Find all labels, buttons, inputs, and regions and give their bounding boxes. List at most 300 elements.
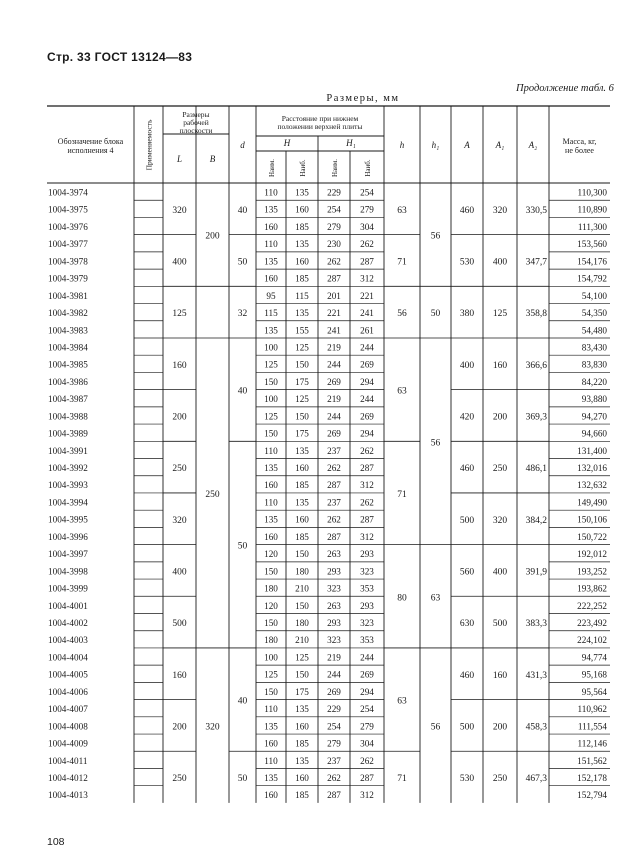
H-max-value: 125	[295, 394, 309, 405]
H1-min-value: 263	[327, 600, 341, 611]
H-max-value: 160	[295, 721, 309, 732]
H1-min-value: 262	[327, 463, 341, 474]
row-designation: 1004-3991	[48, 445, 88, 456]
H-min-value: 135	[264, 721, 278, 732]
h-value: 71	[397, 774, 407, 785]
H1-min-value: 254	[327, 721, 341, 732]
L-value: 400	[172, 567, 187, 578]
H-max-value: 135	[295, 755, 309, 766]
mass-value: 110,300	[577, 187, 607, 198]
row-designation: 1004-3992	[48, 463, 88, 474]
mass-value: 149,490	[577, 497, 607, 508]
H-max-value: 175	[295, 376, 309, 387]
A-value: 460	[459, 205, 475, 216]
d-header: d	[240, 140, 245, 150]
mass-value: 150,106	[577, 514, 607, 525]
H-min-value: 120	[264, 600, 278, 611]
H-max-value: 150	[295, 411, 309, 422]
H-max-value: 185	[295, 273, 309, 284]
table-continuation-note: Продолжение табл. 6	[516, 83, 614, 94]
h-value: 63	[397, 205, 407, 216]
mass-value: 94,660	[581, 428, 607, 439]
mass-header: не более	[565, 146, 594, 155]
row-designation: 1004-3999	[48, 583, 88, 594]
H1-min-value: 269	[327, 686, 341, 697]
mass-value: 111,300	[577, 221, 607, 232]
H-max-value: 210	[295, 583, 309, 594]
A-value: 500	[459, 515, 475, 526]
mass-value: 83,830	[581, 359, 607, 370]
H-max-value: 155	[295, 325, 309, 336]
H-max-value: 125	[295, 652, 309, 663]
H-max-value: 150	[295, 549, 309, 560]
A-value: 460	[459, 670, 475, 681]
mass-value: 95,564	[581, 686, 607, 697]
A-value: 380	[459, 309, 475, 320]
d-value: 40	[237, 696, 248, 707]
mass-value: 192,012	[577, 549, 607, 560]
H-max-value: 160	[295, 514, 309, 525]
d-value: 50	[237, 541, 248, 552]
mass-value: 111,554	[577, 721, 607, 732]
H1-min-value: 293	[327, 618, 341, 628]
H1-max-value: 254	[360, 704, 374, 715]
row-designation: 1004-4005	[48, 669, 88, 680]
H1-max-value: 254	[360, 187, 374, 198]
A-value: 530	[459, 774, 475, 785]
row-designation: 1004-4001	[48, 600, 88, 611]
A1-value: 400	[492, 567, 508, 578]
H1-max-value: 323	[360, 566, 374, 577]
work-surface-header: плоскости	[179, 126, 213, 135]
H-min-value: 160	[264, 738, 278, 749]
H1-min-value: 241	[327, 325, 341, 336]
work-surface-header: Размеры	[182, 110, 210, 119]
H-min-value: 135	[264, 463, 278, 474]
d-value: 40	[237, 205, 248, 216]
applicability-header: Применяемость	[144, 119, 154, 171]
L-value: 400	[172, 257, 187, 268]
A2-value: 384,2	[525, 515, 547, 526]
L-value: 125	[172, 309, 187, 320]
H-max-value: 150	[295, 359, 309, 370]
H-min-value: 110	[264, 187, 278, 198]
H1-max-value: 287	[360, 256, 374, 267]
A1-value: 400	[492, 257, 508, 268]
mass-value: 94,774	[581, 652, 607, 663]
H1-min-value: 221	[327, 308, 341, 319]
H-max-value: 185	[295, 480, 309, 491]
H-min-value: 125	[264, 669, 278, 680]
d-value: 50	[237, 774, 248, 785]
H1-max-value: 244	[360, 342, 374, 353]
H-max-value: 185	[295, 738, 309, 749]
row-designation: 1004-3997	[48, 549, 88, 560]
H-min-value: 160	[264, 221, 278, 232]
H-min-value: 100	[264, 652, 278, 663]
L-value: 320	[172, 515, 187, 526]
H1-min-value: 219	[327, 394, 341, 405]
row-designation: 1004-4003	[48, 635, 88, 646]
A2-header: A₂	[528, 140, 538, 150]
H-min-value: 150	[264, 428, 278, 439]
H-max-value: 135	[295, 497, 309, 508]
H1-max-value: 241	[360, 308, 374, 319]
H-max-value: 175	[295, 686, 309, 697]
H1-min-value: 323	[327, 635, 341, 646]
H1-max-value: 353	[360, 635, 374, 646]
B-header: B	[209, 154, 216, 164]
H1-min-value: 244	[327, 411, 341, 422]
A-value: 560	[459, 567, 475, 578]
H-min-value: 135	[264, 514, 278, 525]
row-designation: 1004-3981	[48, 290, 88, 301]
H1-max-value: 294	[360, 686, 374, 697]
row-designation: 1004-4013	[48, 790, 88, 801]
A-value: 530	[459, 257, 475, 268]
work-surface-header: рабочей	[183, 118, 209, 127]
H1-min-value: 237	[327, 445, 341, 456]
H1-min-value: 263	[327, 549, 341, 560]
mass-value: 223,492	[577, 618, 607, 628]
H-min-value: 180	[264, 583, 278, 594]
A2-value: 366,6	[525, 360, 547, 371]
A-value: 630	[459, 619, 475, 630]
H-min-value: 110	[264, 704, 278, 715]
H1-min-value: 219	[327, 342, 341, 353]
H1-min-value: 219	[327, 652, 341, 663]
H1-min-value: 262	[327, 772, 341, 783]
L-value: 320	[172, 205, 187, 216]
A2-value: 486,1	[525, 464, 547, 475]
H1-max-value: 244	[360, 652, 374, 663]
H1-min-value: 269	[327, 428, 341, 439]
H-max-value: 135	[295, 704, 309, 715]
H-min-value: 160	[264, 480, 278, 491]
mass-value: 83,430	[581, 342, 607, 353]
H1-max-value: 279	[360, 721, 374, 732]
mass-value: 193,252	[577, 566, 607, 577]
H-min-value: 160	[264, 531, 278, 542]
mass-value: 154,176	[577, 256, 607, 267]
min-header: Наим.	[331, 158, 339, 178]
d-value: 32	[237, 309, 248, 320]
row-designation: 1004-3989	[48, 428, 88, 439]
h-value: 71	[397, 257, 407, 268]
H1-min-value: 323	[327, 583, 341, 594]
H-max-value: 135	[295, 308, 309, 319]
mass-value: 110,890	[577, 204, 607, 215]
d-value: 40	[237, 386, 248, 397]
L-value: 250	[172, 774, 187, 785]
H-min-value: 110	[264, 497, 278, 508]
A1-value: 125	[492, 309, 508, 320]
H1-max-value: 269	[360, 359, 374, 370]
max-header: Наиб.	[299, 159, 307, 177]
h1-value: 63	[430, 593, 441, 604]
H1-max-value: 312	[360, 531, 374, 542]
A1-value: 200	[492, 722, 508, 733]
L-value: 500	[172, 619, 187, 630]
H1-max-value: 269	[360, 411, 374, 422]
mass-value: 84,220	[581, 376, 607, 387]
H1-min-value: 254	[327, 204, 341, 215]
h-value: 71	[397, 489, 407, 500]
d-value: 50	[237, 257, 248, 268]
page-header: Стр. 33 ГОСТ 13124—83	[47, 50, 193, 64]
H-max-value: 150	[295, 600, 309, 611]
H1-min-value: 287	[327, 273, 341, 284]
B-value: 320	[205, 722, 220, 733]
H-min-value: 110	[264, 445, 278, 456]
H1-max-value: 312	[360, 273, 374, 284]
H1-min-value: 287	[327, 790, 341, 801]
H1-min-value: 287	[327, 480, 341, 491]
H1-max-value: 244	[360, 394, 374, 405]
row-designation: 1004-3994	[48, 497, 88, 508]
H1-max-value: 269	[360, 669, 374, 680]
H1-max-value: 262	[360, 497, 374, 508]
H1-min-value: 244	[327, 359, 341, 370]
mass-value: 153,560	[577, 239, 607, 250]
H-min-value: 180	[264, 635, 278, 646]
H1-min-value: 262	[327, 256, 341, 267]
A2-value: 369,3	[525, 412, 547, 423]
H-min-value: 150	[264, 618, 278, 628]
A-value: 460	[459, 464, 475, 475]
H-min-value: 135	[264, 325, 278, 336]
h-value: 80	[397, 593, 407, 604]
H1-max-value: 262	[360, 445, 374, 456]
H1-max-value: 304	[360, 738, 374, 749]
H-min-value: 135	[264, 256, 278, 267]
A1-header: A₁	[495, 140, 505, 150]
row-designation: 1004-4006	[48, 686, 88, 697]
H-min-value: 150	[264, 686, 278, 697]
H1-min-value: 229	[327, 704, 341, 715]
row-designation: 1004-3987	[48, 394, 88, 405]
mass-value: 93,880	[581, 394, 607, 405]
max-header: Наиб.	[364, 159, 372, 177]
H-max-value: 135	[295, 239, 309, 250]
H1-min-value: 237	[327, 755, 341, 766]
H-max-value: 180	[295, 566, 309, 577]
mass-value: 95,168	[581, 669, 607, 680]
H1-max-value: 287	[360, 772, 374, 783]
mass-value: 112,146	[577, 738, 607, 749]
B-value: 200	[205, 231, 220, 242]
H-min-value: 110	[264, 755, 278, 766]
A-value: 420	[459, 412, 475, 423]
H-min-value: 150	[264, 376, 278, 387]
mass-value: 151,562	[577, 755, 607, 766]
row-designation: 1004-3975	[48, 204, 88, 215]
A1-value: 320	[492, 205, 508, 216]
A2-value: 467,3	[525, 774, 547, 785]
h-header: h	[399, 140, 405, 150]
H1-max-value: 262	[360, 755, 374, 766]
mass-value: 224,102	[577, 635, 607, 646]
row-designation: 1004-3996	[48, 531, 88, 542]
A-value: 400	[459, 360, 475, 371]
row-designation: 1004-4004	[48, 652, 88, 663]
A2-value: 358,8	[525, 309, 547, 320]
h-value: 63	[397, 696, 407, 707]
H1-max-value: 294	[360, 376, 374, 387]
row-designation: 1004-4007	[48, 704, 88, 715]
mass-value: 152,178	[577, 772, 607, 783]
H-max-value: 175	[295, 428, 309, 439]
L-header: L	[176, 154, 183, 164]
H-max-value: 210	[295, 635, 309, 646]
dimensions-group-title: Размеры, мм	[326, 93, 400, 104]
H-max-value: 160	[295, 772, 309, 783]
mass-value: 222,252	[577, 600, 607, 611]
H1-max-value: 323	[360, 618, 374, 628]
H-min-value: 135	[264, 204, 278, 215]
A2-value: 431,3	[525, 670, 547, 681]
H-max-value: 185	[295, 790, 309, 801]
mass-value: 110,962	[577, 704, 607, 715]
H-max-value: 180	[295, 618, 309, 628]
mass-header: Масса, кг,	[562, 137, 597, 146]
row-designation: 1004-3985	[48, 359, 88, 370]
h1-value: 56	[430, 722, 441, 733]
H1-max-value: 304	[360, 221, 374, 232]
H-max-value: 115	[295, 290, 309, 301]
row-designation: 1004-3982	[48, 308, 88, 319]
h-value: 63	[397, 386, 407, 397]
mass-value: 193,862	[577, 583, 607, 594]
H1-min-value: 287	[327, 531, 341, 542]
row-designation: 1004-3984	[48, 342, 88, 353]
L-value: 160	[172, 670, 187, 681]
row-designation: 1004-3983	[48, 325, 88, 336]
mass-value: 54,100	[581, 290, 607, 301]
row-designation: 1004-3995	[48, 514, 88, 525]
H1-max-value: 287	[360, 463, 374, 474]
H1-max-value: 261	[360, 325, 374, 336]
mass-value: 131,400	[577, 445, 607, 456]
L-value: 250	[172, 464, 187, 475]
row-designation: 1004-4009	[48, 738, 88, 749]
row-designation: 1004-3979	[48, 273, 88, 284]
page-number: 108	[47, 836, 65, 848]
min-header: Наим.	[268, 158, 276, 178]
H-max-value: 135	[295, 187, 309, 198]
H1-max-value: 221	[360, 290, 374, 301]
H-min-value: 115	[264, 308, 278, 319]
H-max-value: 135	[295, 445, 309, 456]
mass-value: 94,270	[581, 411, 607, 422]
H-min-value: 120	[264, 549, 278, 560]
designation-header: исполнения 4	[67, 146, 114, 155]
H1-min-value: 269	[327, 376, 341, 387]
A-value: 500	[459, 722, 475, 733]
H1-min-value: 237	[327, 497, 341, 508]
H-max-value: 160	[295, 463, 309, 474]
H-max-value: 185	[295, 531, 309, 542]
row-designation: 1004-4008	[48, 721, 88, 732]
mass-value: 54,480	[581, 325, 607, 336]
A2-value: 458,3	[525, 722, 547, 733]
H-min-value: 100	[264, 342, 278, 353]
A2-value: 383,3	[525, 619, 547, 630]
H1-max-value: 287	[360, 514, 374, 525]
distance-header: Расстояние при нижнем	[281, 114, 359, 123]
H1-min-value: 230	[327, 239, 341, 250]
H-min-value: 100	[264, 394, 278, 405]
H-header: H	[283, 138, 291, 148]
H-min-value: 160	[264, 790, 278, 801]
H-min-value: 150	[264, 566, 278, 577]
designation-header: Обозначение блока	[57, 137, 124, 146]
mass-value: 132,632	[577, 480, 607, 491]
mass-value: 54,350	[581, 308, 607, 319]
H-min-value: 95	[266, 290, 276, 301]
A1-value: 160	[492, 670, 508, 681]
h1-value: 50	[430, 309, 441, 320]
A1-value: 320	[492, 515, 508, 526]
A1-value: 250	[492, 464, 508, 475]
A1-value: 500	[492, 619, 508, 630]
h1-value: 56	[430, 231, 441, 242]
row-designation: 1004-3993	[48, 480, 88, 491]
A1-value: 160	[492, 360, 508, 371]
H1-min-value: 293	[327, 566, 341, 577]
H1-max-value: 353	[360, 583, 374, 594]
H-min-value: 160	[264, 273, 278, 284]
H1-max-value: 293	[360, 549, 374, 560]
mass-value: 154,792	[577, 273, 607, 284]
h1-header: h₁	[431, 140, 440, 150]
H1-max-value: 312	[360, 790, 374, 801]
row-designation: 1004-4012	[48, 772, 88, 783]
H-min-value: 125	[264, 359, 278, 370]
A2-value: 391,9	[525, 567, 547, 578]
A-header: A	[464, 140, 470, 150]
H-max-value: 160	[295, 204, 309, 215]
mass-value: 152,794	[577, 790, 607, 801]
A1-value: 250	[492, 774, 508, 785]
row-designation: 1004-3986	[48, 376, 88, 387]
H1-min-value: 279	[327, 738, 341, 749]
B-value: 250	[205, 489, 220, 500]
A2-value: 347,7	[525, 257, 547, 268]
row-designation: 1004-3988	[48, 411, 88, 422]
L-value: 160	[172, 360, 187, 371]
H-max-value: 150	[295, 669, 309, 680]
H1-min-value: 262	[327, 514, 341, 525]
L-value: 200	[172, 722, 187, 733]
L-value: 200	[172, 412, 187, 423]
row-designation: 1004-4011	[48, 755, 88, 766]
H-min-value: 110	[264, 239, 278, 250]
mass-value: 132,016	[577, 463, 607, 474]
H1-min-value: 279	[327, 221, 341, 232]
H1-min-value: 229	[327, 187, 341, 198]
H-min-value: 125	[264, 411, 278, 422]
H-max-value: 125	[295, 342, 309, 353]
H-min-value: 135	[264, 772, 278, 783]
H1-header: H₁	[346, 138, 356, 148]
H1-max-value: 294	[360, 428, 374, 439]
H-max-value: 185	[295, 221, 309, 232]
A1-value: 200	[492, 412, 508, 423]
distance-header: положении верхней плиты	[277, 122, 363, 131]
H1-min-value: 201	[327, 290, 341, 301]
H1-max-value: 312	[360, 480, 374, 491]
